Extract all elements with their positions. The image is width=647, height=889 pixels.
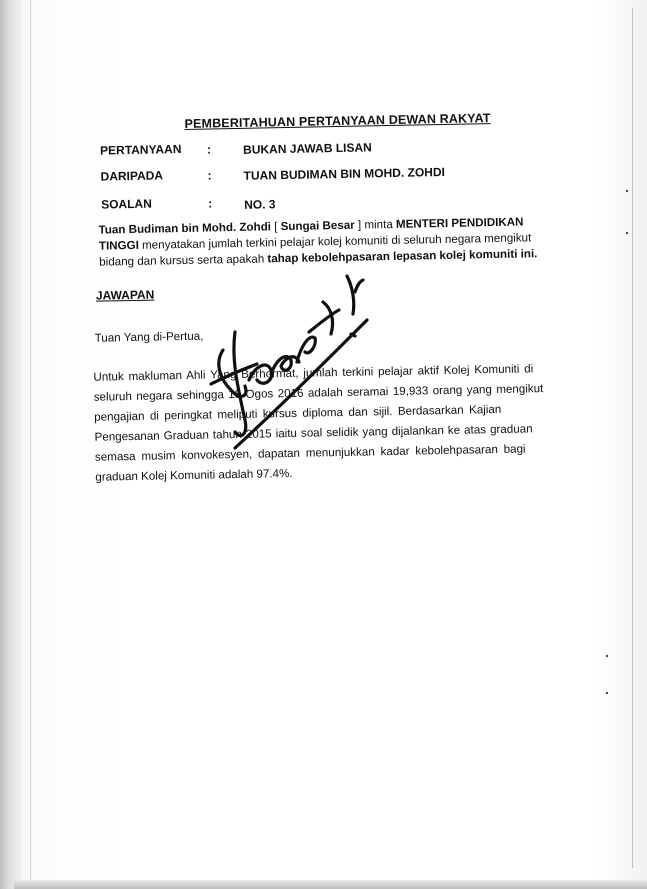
field-value-pertanyaan: BUKAN JAWAB LISAN xyxy=(242,140,372,157)
answer-line: Pengesanan Graduan tahun 2015 iaitu soal selidik yang dijalankan ke atas graduan xyxy=(94,422,533,444)
questioner-name: Tuan Budiman bin Mohd. Zohdi xyxy=(98,220,272,237)
minister-title: TINGGI xyxy=(98,238,139,253)
field-value-daripada: TUAN BUDIMAN BIN MOHD. ZOHDI xyxy=(243,164,446,183)
document-title: PEMBERITAHUAN PERTANYAAN DEWAN RAKYAT xyxy=(184,111,491,131)
answer-heading: JAWAPAN xyxy=(95,287,155,303)
answer-line: seluruh negara sehingga 18 Ogos 2016 adalah seramai 19,933 orang yang mengikut xyxy=(93,382,544,404)
handwritten-signature xyxy=(205,262,375,452)
field-label-soalan: SOALAN xyxy=(100,196,152,212)
answer-line: pengajian di peringkat meliputi kursus diploma dan sijil. Berdasarkan Kajian xyxy=(94,402,502,424)
constituency: Sungai Besar xyxy=(280,218,355,234)
field-separator: : xyxy=(207,168,212,183)
field-value-soalan: NO. 3 xyxy=(244,197,276,212)
question-text: bidang dan kursus serta apakah xyxy=(99,252,268,269)
field-label-pertanyaan: PERTANYAAN xyxy=(99,142,182,158)
question-emphasis: tahap kebolehpasaran lepasan kolej komuniti ini. xyxy=(267,247,538,266)
question-text: ] minta xyxy=(354,217,397,232)
minister-title: MENTERI PENDIDIKAN xyxy=(395,215,524,231)
answer-line: semasa musim konvokesyen, dapatan menunjukkan kadar kebolehpasaran bagi xyxy=(94,442,526,464)
question-text: [ xyxy=(270,220,281,234)
field-separator: : xyxy=(207,196,213,211)
answer-line: graduan Kolej Komuniti adalah 97.4%. xyxy=(95,466,293,484)
field-separator: : xyxy=(206,142,212,157)
field-label-daripada: DARIPADA xyxy=(100,168,164,184)
question-text: menyatakan jumlah terkini pelajar kolej komuniti di seluruh negara mengikut xyxy=(138,231,532,252)
salutation: Tuan Yang di-Pertua, xyxy=(94,329,204,345)
answer-line: Untuk makluman Ahli Yang Berhormat, jumlah terkini pelajar aktif Kolej Komuniti di xyxy=(93,362,534,384)
